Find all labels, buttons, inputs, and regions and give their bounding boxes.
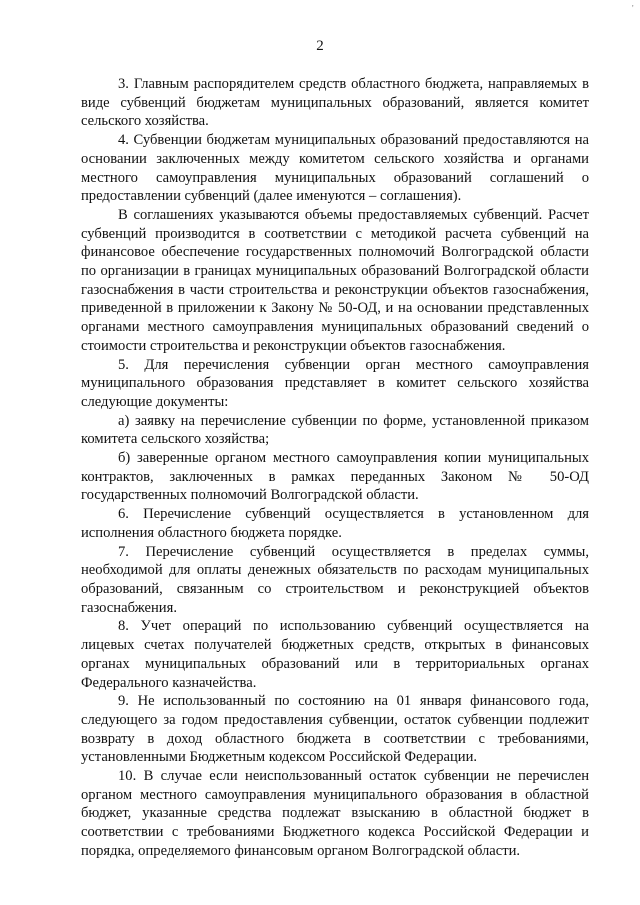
page-number: 2: [316, 38, 324, 54]
paragraph-8: 8. Учет операций по использованию субвенций осуществляется на лицевых счетах получателей бюджетных средств, открытых в финансовых органах муниципальных образований или в территориальных органах Федерального казначейства.: [81, 618, 589, 691]
document-body: [81, 75, 589, 861]
paragraph-4: 4. Субвенции бюджетам муниципальных образований предоставляются на основании заключенных между комитетом сельского хозяйства и органами местного самоуправления муниципальных образований соглашений о предоставлении субвенций (далее именуются – соглашения).: [81, 132, 589, 205]
paragraph-5-a: а) заявку на перечисление субвенции по форме, установленной приказом комитета сельского хозяйства;: [81, 412, 589, 448]
paragraph-10: 10. В случае если неиспользованный остаток субвенции не перечислен органом местного самоуправления муниципального образования в областной бюджет, указанные средства подлежат взысканию в областной бюджет в соответствии с требованиями Бюджетного кодекса Российской Федерации и порядка, определяемого финансовым органом Волгоградской области.: [81, 768, 589, 859]
corner-mark: ‚: [631, 0, 634, 8]
paragraph-6: 6. Перечисление субвенций осуществляется в установленном для исполнения областного бюджета порядке.: [81, 506, 589, 541]
paragraph-9: 9. Не использованный по состоянию на 01 января финансового года, следующего за годом предоставления субвенции, остаток субвенции подлежит возврату в доход областного бюджета в соответствии с требованиями, установленными Бюджетным кодексом Российской Федерации.: [81, 693, 589, 766]
paragraph-5-b: б) заверенные органом местного самоуправления копии муниципальных контрактов, заключенных в рамках переданных Законом № 50-ОД государственных полномочий Волгоградской области.: [81, 450, 589, 504]
paragraph-4-agreements: В соглашениях указываются объемы предоставляемых субвенций. Расчет субвенций производится в соответствии с методикой расчета субвенций на финансовое обеспечение государственных полномочий Волгоградской области по организации в границах муниципальных образований Волгоградской области газоснабжения в части строительства и реконструкции объектов газоснабжения, приведенной в приложении к Закону № 50-ОД, и на основании представленных органами местного самоуправления муниципальных образований сведений о стоимости строительства и реконструкции объектов газоснабжения.: [81, 206, 589, 354]
paragraph-5: 5. Для перечисления субвенции орган местного самоуправления муниципального образования представляет в комитет сельского хозяйства следующие документы:: [81, 356, 589, 410]
paragraph-7: 7. Перечисление субвенций осуществляется в пределах суммы, необходимой для оплаты денежных обязательств по расходам муниципальных образований, связанным со строительством и реконструкцией объектов газоснабжения.: [81, 543, 589, 616]
paragraph-3: 3. Главным распорядителем средств областного бюджета, направляемых в виде субвенций бюджетам муниципальных образований, является комитет сельского хозяйства.: [81, 76, 589, 130]
